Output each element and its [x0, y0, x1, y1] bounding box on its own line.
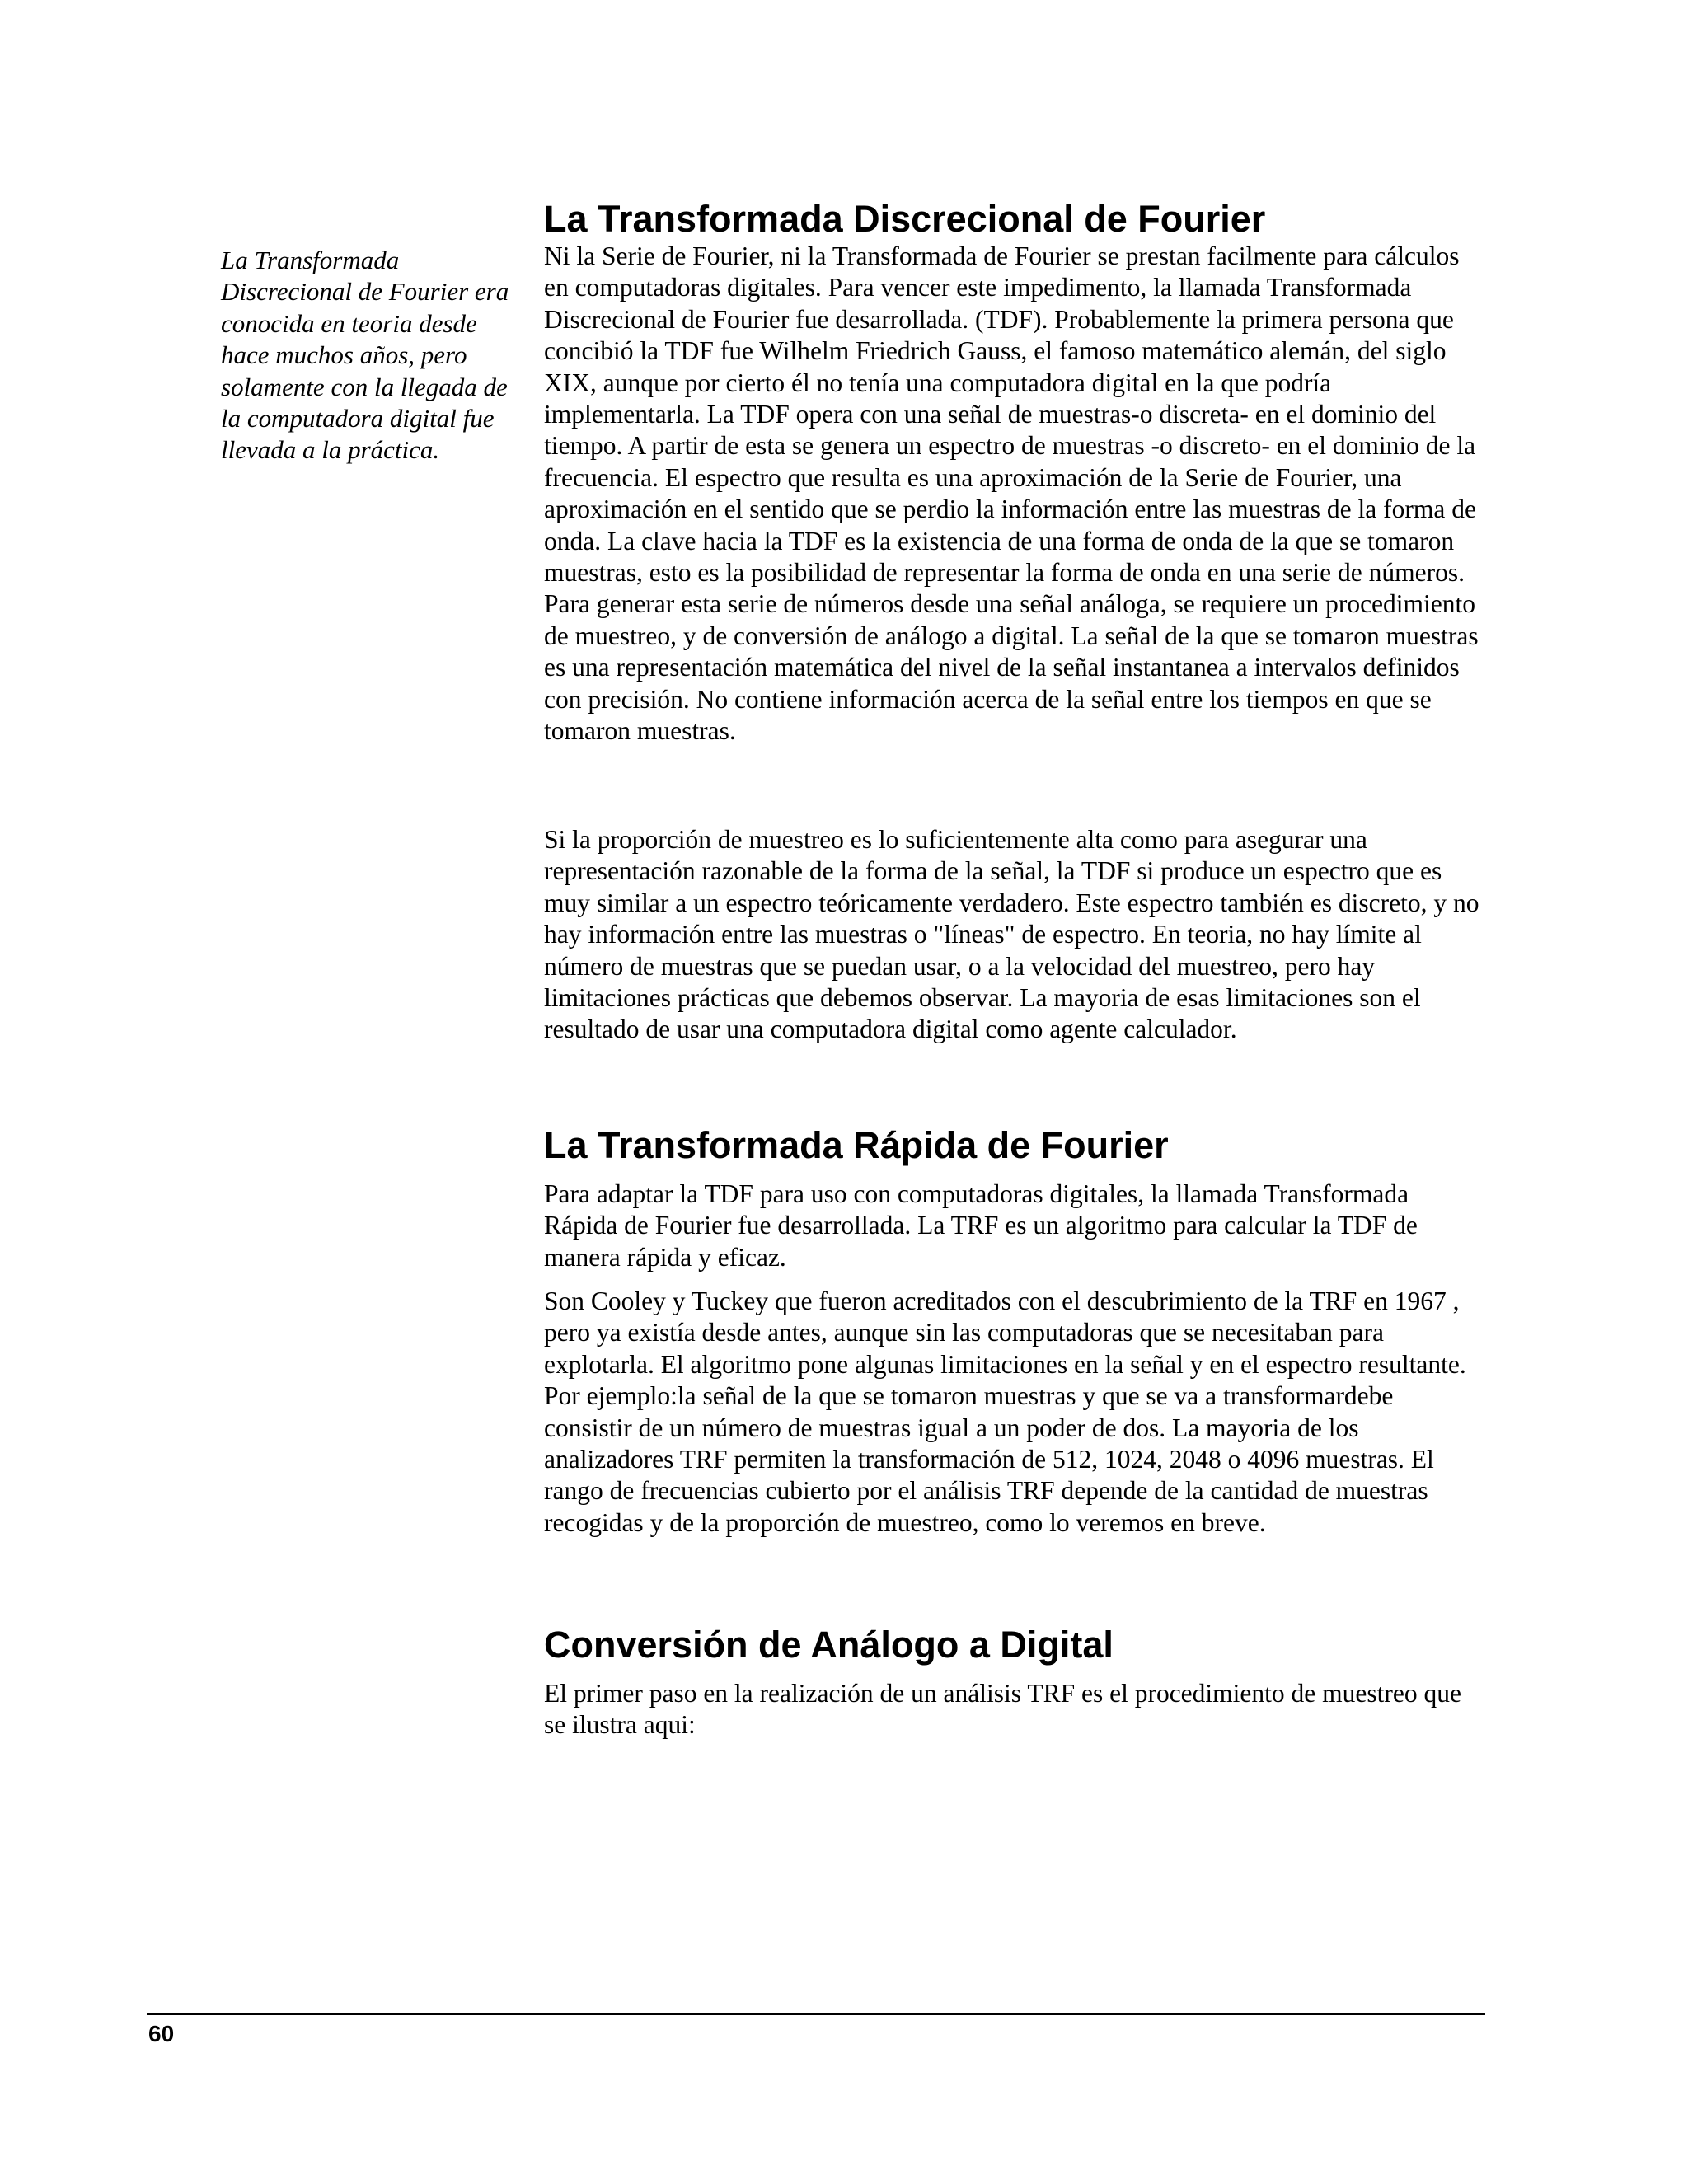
- footer-divider: [147, 2013, 1485, 2015]
- section-heading-adc: Conversión de Análogo a Digital: [544, 1624, 1114, 1666]
- paragraph-tdf-intro: Ni la Serie de Fourier, ni la Transformada de Fourier se prestan facilmente para cálculos en computadoras digitales. Para vencer este impedimento, la llamada Transformada Discrecional de Fourier fue desarrollada. (TDF). Probablemente la primera persona que concibió la TDF fue Wilhelm Friedrich Gauss, el famoso matemático alemán, del siglo XIX, aunque por cierto él no tenía una computadora digital en la que podría implementarla. La TDF opera con una señal de muestras-o discreta- en el dominio del tiempo. A partir de esta se genera un espectro de muestras -o discreto- en el dominio de la frecuencia. El espectro que resulta es una aproximación de la Serie de Fourier, una aproximación en el sentido que se perdio la información entre las muestras de la forma de onda. La clave hacia la TDF es la existencia de una forma de onda de la que se tomaron muestras, esto es la posibilidad de representar la forma de onda en una serie de números. Para generar esta serie de números desde una señal análoga, se requiere un procedimiento de muestreo, y de conversión de análogo a digital. La señal de la que se tomaron muestras es una representación matemática del nivel de la señal instantanea a intervalos definidos con precisión. No contiene información acerca de la señal entre los tiempos en que se tomaron muestras.: [544, 241, 1479, 746]
- page-number: 60: [148, 2021, 175, 2046]
- paragraph-adc-intro: El primer paso en la realización de un análisis TRF es el procedimiento de muestreo que se ilustra aqui:: [544, 1679, 1461, 1740]
- paragraph-trf-history: Son Cooley y Tuckey que fueron acreditados con el descubrimiento de la TRF en 1967 , pero ya existía desde antes, aunque sin las computadoras que se necesitaban para explotarla. El algoritmo pone algunas limitaciones en la señal y en el espectro resultante. Por ejemplo:la señal de la que se tomaron muestras y que se va a transformardebe consistir de un número de muestras igual a un poder de dos. La mayoria de los analizadores TRF permiten la transformación de 512, 1024, 2048 o 4096 muestras. El rango de frecuencias cubierto por el análisis TRF depende de la cantidad de muestras recogidas y de la proporción de muestreo, como lo veremos en breve.: [544, 1286, 1466, 1537]
- paragraph-trf-intro: Para adaptar la TDF para uso con computadoras digitales, la llamada Transformada Rápida de Fourier fue desarrollada. La TRF es un algoritmo para calcular la TDF de manera rápida y eficaz.: [544, 1179, 1418, 1272]
- section-heading-trf: La Transformada Rápida de Fourier: [544, 1124, 1169, 1166]
- paragraph-tdf-sampling-rate: Si la proporción de muestreo es lo suficientemente alta como para asegurar una representación razonable de la forma de la señal, la TDF si produce un espectro que es muy similar a un espectro teóricamente verdadero. Este espectro también es discreto, y no hay información entre las muestras o "líneas" de espectro. En teoria, no hay límite al número de muestras que se puedan usar, o a la velocidad del muestreo, pero hay limitaciones prácticas que debemos observar. La mayoria de esas limitaciones son el resultado de usar una computadora digital como agente calculador.: [544, 825, 1479, 1044]
- section-heading-tdf: La Transformada Discrecional de Fourier: [544, 198, 1266, 240]
- sidebar-note: La Transformada Discrecional de Fourier era conocida en teoria desde hace muchos años, pero solamente con la llegada de la computadora digital fue llevada a la práctica.: [221, 246, 509, 465]
